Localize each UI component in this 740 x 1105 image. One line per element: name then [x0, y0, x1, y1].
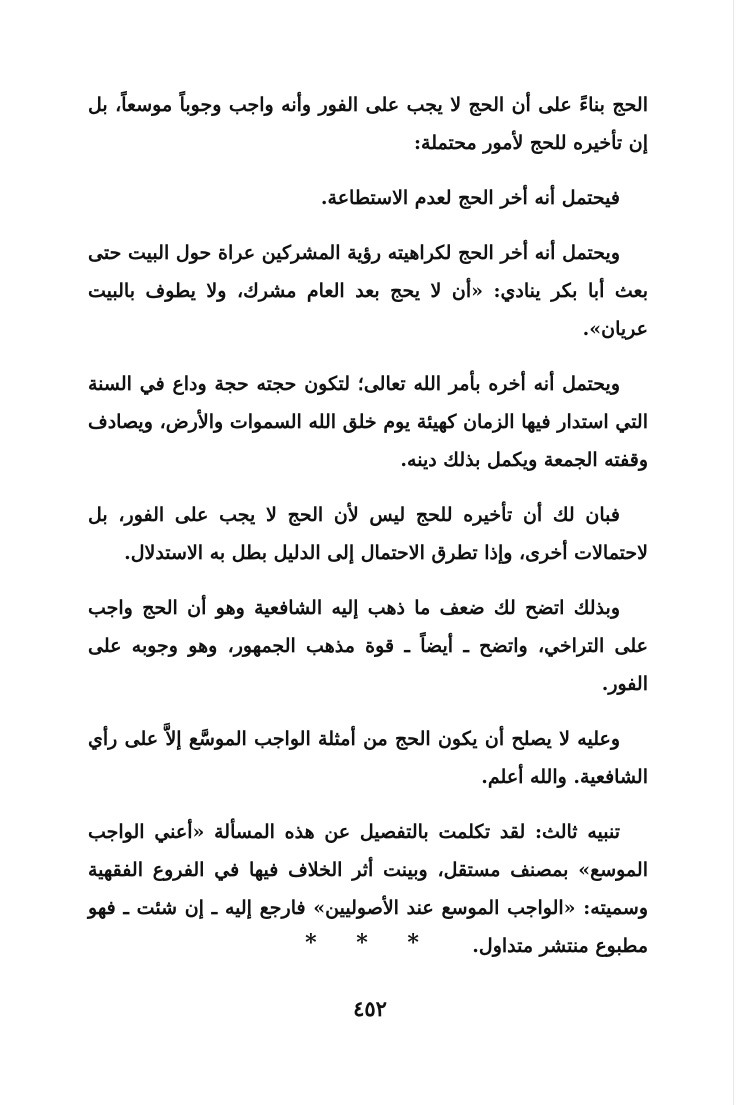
paragraph-3: ويحتمل أنه أخر الحج لكراهيته رؤية المشركين عراة حول البيت حتى بعث أبا بكر ينادي: «أن لا يحج بعد العام مشرك، ولا يطوف بالبيت عريان».	[88, 242, 648, 340]
page-number: ٤٥٢	[353, 996, 387, 1021]
body-text	[88, 86, 648, 982]
note-heading: تنبيه ثالث:	[535, 821, 621, 843]
paragraph-5: فبان لك أن تأخيره للحج ليس لأن الحج لا يجب على الفور، بل لاحتمالات أخرى، وإذا تطرق الاحتمال إلى الدليل بطل به الاستدلال.	[88, 504, 648, 564]
paragraph-2: فيحتمل أنه أخر الحج لعدم الاستطاعة.	[320, 187, 620, 209]
paragraph-1: الحج بناءً على أن الحج لا يجب على الفور وأنه واجب وجوباً موسعاً، بل إن تأخيره للحج لأمور محتملة:	[88, 94, 648, 154]
section-separator: * * *	[305, 930, 435, 956]
paragraph-7: وعليه لا يصلح أن يكون الحج من أمثلة الواجب الموسَّع إلاَّ على رأي الشافعية. والله أعلم.	[88, 728, 648, 788]
note-text: لقد تكلمت بالتفصيل عن هذه المسألة «أعني الواجب الموسع» بمصنف مستقل، وبينت أثر الخلاف فيها في الفروع الفقهية وسميته: «الواجب الموسع عند الأصوليين» فارجع إليه ـ إن شئت ـ فهو مطبوع منتشر متداول.	[88, 821, 648, 957]
paragraph-4: ويحتمل أنه أخره بأمر الله تعالى؛ لتكون حجته حجة وداع في السنة التي استدار فيها الزمان كهيئة يوم خلق الله السموات والأرض، ويصادف وقفته الجمعة ويكمل بذلك دينه.	[88, 373, 648, 471]
paragraph-6: وبذلك اتضح لك ضعف ما ذهب إليه الشافعية وهو أن الحج واجب على التراخي، واتضح ـ أيضاً ـ قوة مذهب الجمهور، وهو وجوبه على الفور.	[88, 597, 648, 695]
